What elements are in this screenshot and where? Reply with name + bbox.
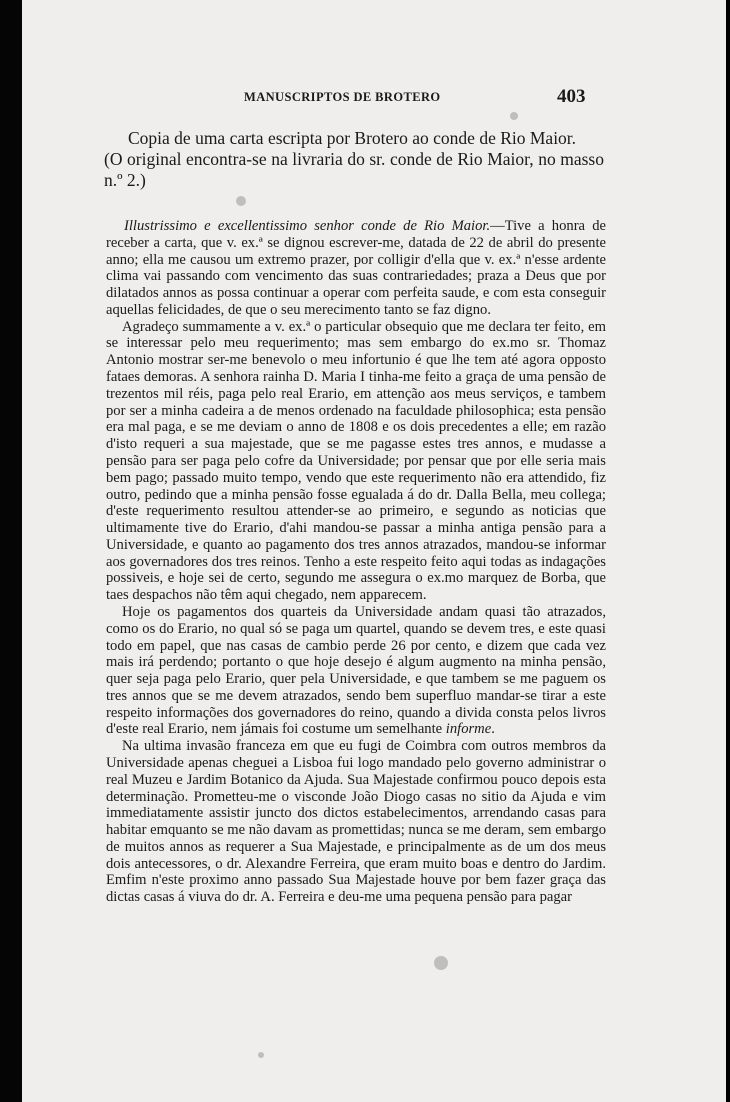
salutation: Illustrissimo e excellentissimo senhor conde de Rio Maior. (124, 218, 491, 234)
ink-smudge (236, 196, 246, 206)
ink-smudge (510, 112, 518, 120)
paragraph-3-end: . (491, 721, 495, 738)
paragraph-4: Na ultima invasão franceza em que eu fugi de Coimbra com outros membros da Universidade apenas cheguei a Lisboa fui logo mandado pelo governo administrar o real Muzeu e Jardim Botanico da Ajuda. Sua Majestade confirmou pouco depois esta determinação. Prometteu-me o visconde João Diogo casas no sitio da Ajuda e vim immediatamente assistir juncto dos dictos estabelecimentos, arrendando casas para habitar emquanto se me não davam as promettidas; nunca se me deram, sem embargo de muitos annos as requerer a Sua Majestade, e principalmente as de um dos meus dois antecessores, o dr. Alexandre Ferreira, que eram muito boas e dentro do Jardim. Emfim n'este proximo anno passado Sua Majestade houve por bem fazer graça das dictas casas á viuva do dr. A. Ferreira e deu-me uma pequena pensão para pagar (106, 738, 606, 906)
running-title: MANUSCRIPTOS DE BROTERO (244, 90, 441, 104)
heading-line-2: (O original encontra-se na livraria do sr. conde de Rio Maior, no masso n.º 2.) (104, 149, 604, 190)
book-page (22, 0, 726, 1102)
paragraph-1-text: —Tive a honra de receber a carta, que v. ex.ª se dignou escrever-me, datada de 22 de abril do presente anno; ella me causou um extremo prazer, por colligir d'ella que v. ex.ª n'esse ardente clima vai passando com vencimento das suas contrariedades; praza a Deus que por dilatados annos as possa continuar a operar com perfeita saude, e com esta conseguir aquellas felicidades, de que o seu merecimento tanto se faz digno. (106, 218, 606, 318)
ink-smudge (434, 956, 448, 970)
scan-border (0, 0, 22, 1102)
page-number: 403 (557, 86, 586, 107)
paragraph-2: Agradeço summamente a v. ex.ª o particular obsequio que me declara ter feito, em se interessar pelo meu requerimento; mas sem embargo do ex.mo sr. Thomaz Antonio mostrar ser-me benevolo o meu infortunio é que lhe tem até agora opposto fataes demoras. A senhora rainha D. Maria I tinha-me feito a graça de uma pensão de trezentos mil réis, paga pelo real Erario, em attenção aos meus serviços, e tambem por ser a minha cadeira a de menos ordenado na faculdade philosophica; esta pensão era mal paga, e se me deviam o anno de 1808 e os dois precedentes a elle; em razão d'isto requeri a sua majestade, que se me pagasse estes tres annos, e mudasse a pensão para ser paga pelo cofre da Universidade; por pensar que por elle seria mais bem pago; passado muito tempo, vendo que este requerimento não era attendido, fiz outro, pedindo que a minha pensão fosse egualada á do dr. Dalla Bella, meu collega; d'este requerimento resultou attender-se ao primeiro, e segundo as noticias que ultimamente tive do Erario, d'ahi mandou-se passar a minha antiga pensão para a Universidade, e quanto ao pagamento dos tres annos atrazados, mandou-se informar aos governadores dos tres reinos. Tenho a este respeito feito aqui todas as indagações possiveis, e hoje sei de certo, segundo me assegura o ex.mo marquez de Borba, que taes despachos não têm aqui chegado, nem apparecem. (106, 318, 606, 604)
document-heading (104, 128, 604, 191)
running-head (22, 88, 726, 108)
italic-word: informe (445, 721, 492, 738)
letter-body (106, 218, 606, 906)
paragraph-3-text: Hoje os pagamentos dos quarteis da Universidade andam quasi tão atrazados, como os do Erario, no qual só se paga um quartel, quando se devem tres, e este quasi todo em papel, que nas casas de cambio perde 26 por cento, e dizem que cada vez mais irá perdendo; portanto o que hoje desejo é algum augmento na minha pensão, quer seja paga pelo Erario, quer pela Universidade, e que tambem se me paguem os tres annos que se me devem atrazados, sendo bem superfluo mandar-se tirar a este respeito informações dos governadores do reino, quando a divida consta pelos livros d'este real Erario, nem jámais foi costume um semelhante (106, 603, 606, 738)
ink-smudge (258, 1052, 264, 1058)
heading-line-1: Copia de uma carta escripta por Brotero ao conde de Rio Maior. (128, 128, 577, 148)
paragraph-3 (106, 604, 606, 738)
paragraph-1 (106, 218, 606, 319)
